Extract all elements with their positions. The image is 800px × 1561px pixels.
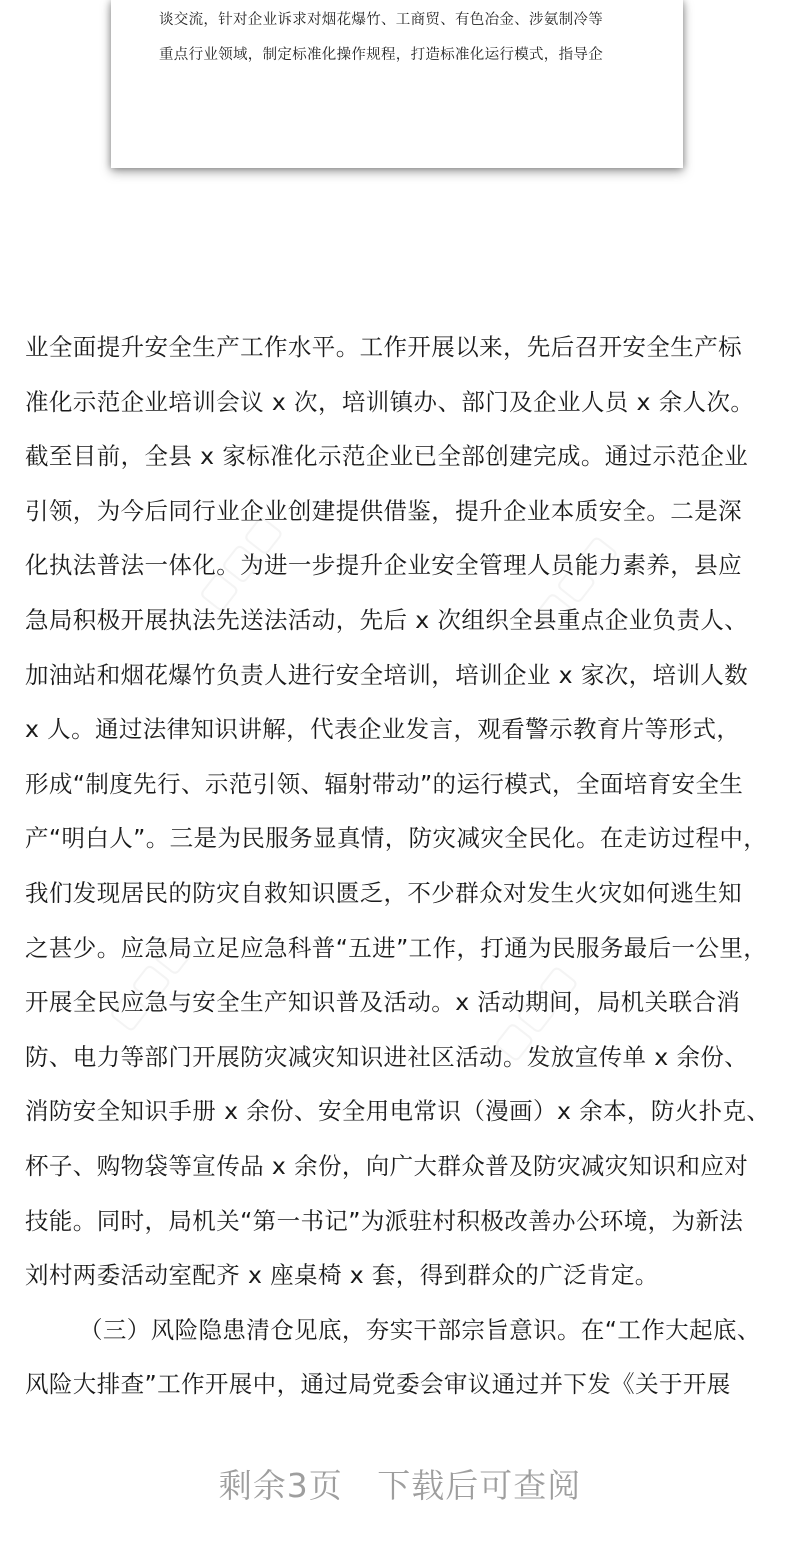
body-line: 业全面提升安全生产工作水平。工作开展以来，先后召开安全生产标 [25,333,742,361]
remaining-pages-notice[interactable] [0,1460,800,1507]
document-preview-card [111,0,683,168]
body-line: 技能。同时，局机关“第一书记”为派驻村积极改善办公环境，为新法 [25,1206,744,1235]
body-line: 化执法普法一体化。为进一步提升企业安全管理人员能力素养，县应 [25,551,742,580]
body-line: 杯子、购物袋等宣传品 x 余份，向广大群众普及防灾减灾知识和应对 [25,1151,749,1180]
body-line: 形成“制度先行、示范引领、辐射带动”的运行模式，全面培育安全生 [25,769,744,798]
body-line: 我们发现居民的防灾自救知识匮乏，不少群众对发生火灾如何逃生知 [25,878,742,907]
body-line: 之甚少。应急局立足应急科普“五进”工作，打通为民服务最后一公里， [25,933,768,962]
body-line: 开展全民应急与安全生产知识普及活动。x 活动期间，局机关联合消 [25,988,741,1017]
body-line: 加油站和烟花爆竹负责人进行安全培训，培训企业 x 家次，培训人数 [25,660,749,689]
body-line: 消防安全知识手册 x 余份、安全用电常识（漫画）x 余本，防火扑克、 [25,1097,771,1126]
remaining-pages-label: 剩余3页 [218,1466,343,1505]
body-line: 准化示范企业培训会议 x 次，培训镇办、部门及企业人员 x 余人次。 [25,387,755,416]
preview-line-1: 谈交流，针对企业诉求对烟花爆竹、工商贸、有色冶金、涉氨制冷等 [159,12,603,28]
body-line: 风险大排查”工作开展中，通过局党委会审议通过并下发《关于开展 [25,1370,731,1399]
document-body [25,320,785,1412]
body-line: 刘村两委活动室配齐 x 座桌椅 x 套，得到群众的广泛肯定。 [25,1261,659,1290]
body-line: 急局积极开展执法先送法活动，先后 x 次组织全县重点企业负责人、 [25,605,749,634]
body-line: 引领，为今后同行业企业创建提供借鉴，提升企业本质安全。二是深 [25,496,742,525]
body-line: 产“明白人”。三是为民服务显真情，防灾减灾全民化。在走访过程中， [25,824,768,853]
preview-line-2: 重点行业领域，制定标准化操作规程，打造标准化运行模式，指导企 [159,47,603,63]
body-line: 防、电力等部门开展防灾减灾知识进社区活动。发放宣传单 x 余份、 [25,1042,749,1071]
body-line: x 人。通过法律知识讲解，代表企业发言，观看警示教育片等形式， [25,715,741,744]
body-line: 截至目前，全县 x 家标准化示范企业已全部创建完成。通过示范企业 [25,442,749,471]
section-heading-line: （三）风险隐患清仓见底，夯实干部宗旨意识。在“工作大起底、 [79,1315,761,1344]
download-hint-label: 下载后可查阅 [377,1466,582,1505]
